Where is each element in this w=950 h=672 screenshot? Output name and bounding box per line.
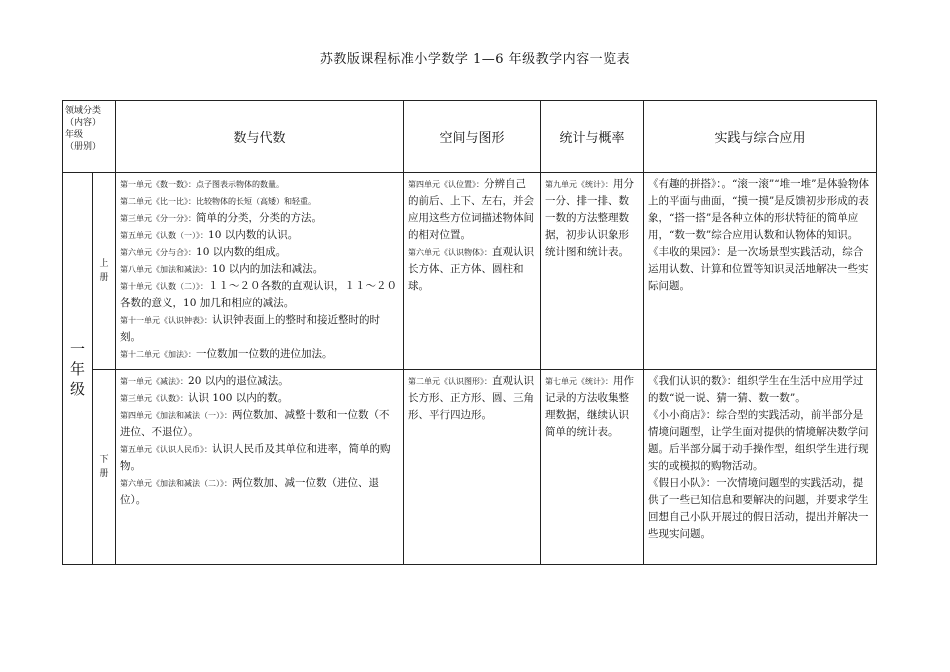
volume-lower-cell (93, 370, 116, 565)
unit-entry: 第一单元《数一数》：点子图表示物体的数量。 (120, 180, 285, 189)
header-algebra: 数与代数 (116, 101, 404, 173)
upper-algebra-cell (116, 173, 404, 370)
practice-entry: 《小小商店》：综合型的实践活动，前半部分是情境问题型，让学生面对提供的情境解决数学问题。后半部分属于动手操作型，组织学生进行现实的或模拟的购物活动。 (648, 409, 869, 472)
corner-line: （内容） (65, 118, 102, 128)
grade-char: 年 (69, 359, 85, 378)
unit-entry: 第十一单元《认识钟表》：认识钟表面上的整时和接近整时的时刻。 (120, 314, 381, 343)
upper-volume-row (63, 173, 877, 370)
lower-algebra-cell (116, 370, 404, 565)
unit-entry: 第一单元《减法》：20 以内的退位减法。 (120, 375, 289, 387)
unit-entry: 第二单元《比一比》：比较物体的长短（高矮）和轻重。 (120, 197, 317, 206)
grade-cell (63, 173, 93, 565)
practice-entry: 《我们认识的数》：组织学生在生活中应用学过的数“说一说、猜一猜、数一数”。 (648, 375, 864, 404)
unit-entry: 第五单元《认识人民币》：认识人民币及其单位和进率，简单的购物。 (120, 443, 391, 472)
header-corner-cell (63, 101, 116, 173)
unit-entry: 第六单元《加法和减法（二）》：两位数加、减一位数（进位、退位）。 (120, 477, 380, 506)
grade-char: 一 (69, 339, 85, 358)
corner-line: 领域分类 (65, 106, 102, 116)
unit-entry: 第六单元《认识物体》：直观认识长方体、正方体、圆柱和球。 (408, 246, 535, 292)
volume-upper-cell (93, 173, 116, 370)
unit-entry: 第三单元《分一分》：简单的分类，分类的方法。 (120, 212, 323, 224)
corner-line: （册别） (65, 142, 102, 152)
unit-entry: 第十二单元《加法》：一位数加一位数的进位加法。 (120, 348, 333, 360)
lower-volume-row (63, 370, 877, 565)
lower-geometry-cell (404, 370, 541, 565)
unit-entry: 第九单元《统计》：用分一分、排一排、数一数的方法整理数据，初步认识象形统计图和统计表。 (545, 178, 635, 258)
practice-entry: 《有趣的拼搭》：。“滚一滚”“堆一堆”是体验物体上的平面与曲面，“摸一摸”是反馈初步形成的表象，“搭一搭”是各种立体的形状特征的简单应用，“数一数”综合应用认数和认物体的知识。 (648, 178, 869, 241)
grade-char: 级 (69, 379, 85, 398)
unit-entry: 第五单元《认数（一）》：10 以内数的认识。 (120, 229, 299, 241)
corner-line: 年级 (65, 130, 84, 140)
volume-char: 册 (99, 273, 109, 283)
lower-practice-cell (644, 370, 877, 565)
upper-practice-cell (644, 173, 877, 370)
practice-entry: 《假日小队》：一次情境问题型的实践活动，提供了一些已知信息和要解决的问题，并要求学生回想自己小队开展过的假日活动，提出并解决一些现实问题。 (648, 477, 869, 540)
unit-entry: 第八单元《加法和减法》：10 以内的加法和减法。 (120, 263, 324, 275)
unit-entry: 第四单元《认位置》：分辨自己的前后、上下、左右，并会应用这些方位词描述物体间的相对位置。 (408, 178, 535, 241)
document-title: 苏教版课程标准小学数学 1—6 年级教学内容一览表 (319, 52, 631, 67)
unit-entry: 第三单元《认数》：认识 100 以内的数。 (120, 392, 289, 404)
upper-stats-cell (541, 173, 644, 370)
volume-char: 册 (99, 469, 109, 479)
practice-entry: 《丰收的果园》：是一次场景型实践活动，综合运用认数、计算和位置等知识灵活地解决一些实际问题。 (648, 246, 869, 292)
unit-entry: 第十单元《认数（二）》：１１～２０各数的直观认识，１１～２０各数的意义，10 加几和相应的减法。 (120, 280, 398, 309)
unit-entry: 第二单元《认识图形》：直观认识长方形、正方形、圆、三角形、平行四边形。 (408, 375, 535, 421)
volume-char: 下 (99, 455, 109, 465)
unit-entry: 第四单元《加法和减法（一）》：两位数加、减整十数和一位数（不进位、不退位）。 (120, 409, 390, 438)
header-stats: 统计与概率 (541, 101, 644, 173)
header-row (63, 101, 877, 173)
volume-char: 上 (99, 259, 109, 269)
header-geometry: 空间与图形 (404, 101, 541, 173)
unit-entry: 第六单元《分与合》：10 以内数的组成。 (120, 246, 287, 258)
lower-stats-cell (541, 370, 644, 565)
header-practice: 实践与综合应用 (644, 101, 877, 173)
curriculum-table (62, 100, 877, 565)
upper-geometry-cell (404, 173, 541, 370)
unit-entry: 第七单元《统计》：用作记录的方法收集整理数据，继续认识简单的统计表。 (545, 375, 635, 438)
